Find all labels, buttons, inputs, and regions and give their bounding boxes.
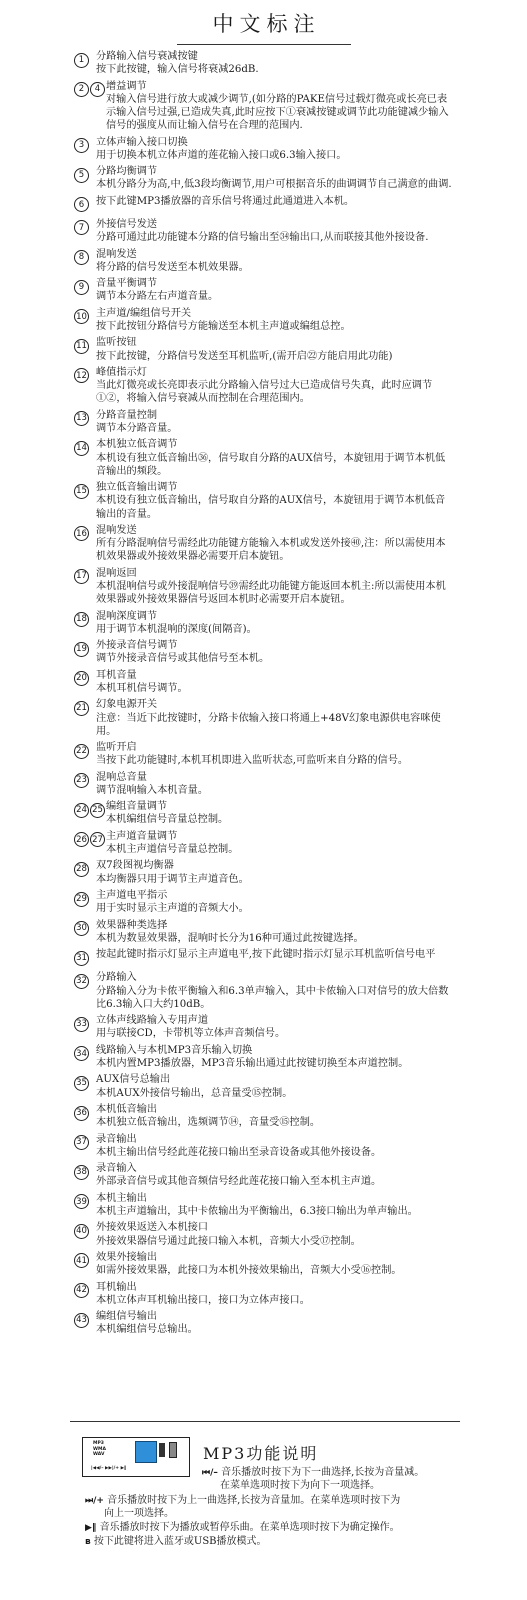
circled-number-icon: 13 <box>74 411 89 426</box>
item-text <box>96 1014 454 1040</box>
mp3-button-labels: |◀◀/– ▶▶|/+ ▶‖ <box>91 1466 127 1471</box>
circled-number-icon: 42 <box>74 1283 89 1298</box>
item-number <box>74 639 96 659</box>
item-text <box>96 136 454 162</box>
circled-number-icon: 39 <box>74 1194 89 1209</box>
item-text <box>96 1044 454 1070</box>
annotation-list <box>74 50 454 1340</box>
item-description: 本机分路分为高,中,低3段均衡调节,用户可根据音乐的曲调调节自己满意的曲调. <box>96 179 452 191</box>
item-number <box>74 336 96 356</box>
item-text <box>96 1103 454 1129</box>
item-text <box>96 889 454 915</box>
item-description: 当按下此功能键时,本机耳机即进入监听状态,可监听来自分路的信号。 <box>96 755 409 767</box>
annotation-item <box>74 919 454 945</box>
circled-number-icon: 38 <box>74 1165 89 1180</box>
item-heading: 监听按钮 <box>96 337 137 349</box>
item-heading: 效果器种类选择 <box>96 919 168 931</box>
circled-number-icon: 40 <box>74 1224 89 1239</box>
item-text <box>106 80 454 133</box>
circled-number-icon: 33 <box>74 1017 89 1032</box>
item-description: 本机独立低音输出，选频调节⑭，音量受⑮控制。 <box>96 1117 321 1129</box>
mp3-instruction-line <box>202 1466 424 1480</box>
item-description: 所有分路混响信号需经此功能键方能输入本机或发送外接㊵,注：所以需使用本机效果器或外接效果器必需要开启本旋钮。 <box>96 538 446 563</box>
annotation-item <box>74 610 454 636</box>
annotation-item <box>74 889 454 915</box>
circled-number-icon: 15 <box>74 484 89 499</box>
item-description: 本机混响信号或外接混响信号㊴需经此功能键方能返回本机主:所以需使用本机效果器或外接效果器信号返回本机时必需要开启本旋钮。 <box>96 580 446 606</box>
item-heading: 幻象电源开关 <box>96 699 158 711</box>
item-number <box>74 1310 96 1330</box>
item-text <box>96 336 454 362</box>
item-heading: 分路输入 <box>96 972 137 984</box>
item-heading: 分路输入信号衰减按键 <box>96 51 198 62</box>
item-heading: 外接信号发送 <box>96 218 158 230</box>
annotation-item <box>74 669 454 695</box>
item-number <box>74 50 96 70</box>
item-text <box>96 639 454 665</box>
annotation-item <box>74 1044 454 1070</box>
item-heading: 增益调节 <box>106 80 147 92</box>
circled-number-icon: 1 <box>74 53 89 68</box>
circled-number-icon: 23 <box>74 773 89 788</box>
item-text <box>96 610 454 636</box>
item-description: 用于调节本机混响的深度(间隔音)。 <box>96 623 257 635</box>
item-text <box>96 1133 454 1159</box>
item-number <box>74 1162 96 1182</box>
format-label: WMA <box>93 1446 106 1452</box>
item-description: 本机设有独立低音输出，信号取自分路的AUX信号，本旋钮用于调节本机低音输出的音量。 <box>96 495 446 520</box>
circled-number-icon: 28 <box>74 862 89 877</box>
circled-number-icon: 17 <box>74 569 89 584</box>
circled-number-icon: 14 <box>74 441 89 456</box>
mp3-instruction-line <box>85 1494 400 1508</box>
item-description: 分路可通过此功能键本分路的信号输出至㉞输出口,从而联接其他外接设备. <box>96 232 429 244</box>
annotation-item <box>74 277 454 303</box>
item-description: 按下此按键，分路信号发送至耳机监听,(需开启㉒方能启用此功能) <box>96 350 393 362</box>
annotation-item <box>74 1073 454 1099</box>
annotation-item <box>74 165 454 191</box>
circled-number-icon: 32 <box>74 974 89 989</box>
item-heading: 本机主输出 <box>96 1192 147 1204</box>
item-description: 对输入信号进行放大或减少调节,(如分路的PAKE信号过载灯微亮或长亮已表示输入信号过强,已造成失真,此时应按下①衰减按键或调节此功能键减少输入信号的强度从而让输入信号在合理的范围内. <box>106 93 449 132</box>
item-text <box>96 1281 454 1307</box>
item-description: 调节本分路左右声道音量。 <box>96 291 219 303</box>
item-number <box>74 1251 96 1271</box>
item-heading: 录音输出 <box>96 1133 137 1145</box>
item-description: 用于实时显示主声道的音频大小。 <box>96 903 249 915</box>
item-description: 本机AUX外接信号输出，总音量受⑮控制。 <box>96 1087 293 1099</box>
item-description: 本机为数显效果器，混响时长分为16种可通过此按键选择。 <box>96 932 364 944</box>
item-number <box>74 277 96 297</box>
circled-number-icon: 9 <box>74 280 89 295</box>
control-symbol-icon: ▶‖ <box>85 1523 97 1533</box>
annotation-item <box>74 567 454 607</box>
sd-card-slot-icon <box>169 1442 177 1458</box>
item-number <box>74 409 96 429</box>
item-description: 本均衡器只用于调节主声道音色。 <box>96 873 249 885</box>
item-text <box>96 248 454 274</box>
annotation-item <box>74 409 454 435</box>
circled-number-icon: 2 <box>74 82 89 97</box>
control-symbol-icon: ⏭/+ <box>85 1496 104 1506</box>
item-description: 本机设有独立低音输出㊱，信号取自分路的AUX信号，本旋钮用于调节本机低音输出的频段。 <box>96 452 446 477</box>
item-heading: 编组信号输出 <box>96 1311 158 1323</box>
circled-number-icon: 41 <box>74 1253 89 1268</box>
mp3-player-illustration <box>82 1437 190 1477</box>
circled-number-icon: 22 <box>74 744 89 759</box>
item-description: 本机耳机信号调节。 <box>96 682 188 694</box>
item-text <box>96 165 454 191</box>
item-text <box>96 366 454 406</box>
mp3-instruction-line <box>85 1535 267 1549</box>
annotation-item <box>74 218 454 244</box>
circled-number-icon: 31 <box>74 951 89 966</box>
item-description: 本机编组信号总输出。 <box>96 1324 198 1336</box>
circled-number-icon: 29 <box>74 892 89 907</box>
item-heading: 外接效果返送入本机接口 <box>96 1222 209 1234</box>
item-number <box>74 889 96 909</box>
item-description: 本机编组信号音量总控制。 <box>106 814 229 826</box>
format-label: MP3 <box>93 1441 104 1446</box>
item-heading: 混响深度调节 <box>96 610 158 622</box>
annotation-item <box>74 195 454 215</box>
item-text <box>106 830 454 856</box>
annotation-item <box>74 971 454 1011</box>
item-number <box>74 1073 96 1093</box>
annotation-item <box>74 248 454 274</box>
mp3-instruction-text: 音乐播放时按下为下一曲选择,长按为音量减。 <box>221 1467 425 1478</box>
annotation-item <box>74 524 454 564</box>
item-description: 将分路的信号发送至本机效果器。 <box>96 261 249 273</box>
item-description: 本机主输出信号经此莲花接口输出至录音设备或其他外接设备。 <box>96 1146 382 1158</box>
item-number <box>74 800 106 820</box>
item-number <box>74 1281 96 1301</box>
control-symbol-icon: ʙ <box>85 1537 91 1547</box>
page-title: 中文标注 <box>177 2 351 45</box>
circled-number-icon: 11 <box>74 339 89 354</box>
circled-number-icon: 37 <box>74 1135 89 1150</box>
item-number <box>74 366 96 386</box>
item-heading: 分路音量控制 <box>96 409 158 421</box>
annotation-item <box>74 800 454 826</box>
item-text <box>96 567 454 607</box>
item-heading: 耳机音量 <box>96 669 137 681</box>
item-number <box>74 830 106 850</box>
annotation-item <box>74 1162 454 1188</box>
annotation-item <box>74 1192 454 1218</box>
item-number <box>74 1221 96 1241</box>
annotation-item <box>74 698 454 738</box>
mp3-instruction-text: 按下此键将进入蓝牙或USB播放模式。 <box>93 1536 267 1547</box>
item-heading: 录音输入 <box>96 1163 137 1175</box>
item-heading: 混响总音量 <box>96 771 147 783</box>
item-number <box>74 136 96 156</box>
item-number <box>74 1133 96 1153</box>
item-heading: 编组音量调节 <box>106 801 168 813</box>
item-heading: 主声道电平指示 <box>96 890 168 902</box>
item-text <box>96 481 454 521</box>
annotation-item <box>74 481 454 521</box>
item-number <box>74 859 96 879</box>
item-number <box>74 919 96 939</box>
item-number <box>74 741 96 761</box>
item-text <box>96 1162 454 1188</box>
item-description: 本机主声道信号音量总控制。 <box>106 844 239 856</box>
circled-number-icon: 25 <box>90 803 105 818</box>
circled-number-icon: 6 <box>74 197 89 212</box>
item-number <box>74 438 96 458</box>
item-number <box>74 195 96 215</box>
annotation-item <box>74 741 454 767</box>
item-text <box>96 409 454 435</box>
item-text <box>96 195 454 208</box>
item-number <box>74 948 96 968</box>
item-number <box>74 1014 96 1034</box>
circled-number-icon: 20 <box>74 671 89 686</box>
item-heading: 本机低音输出 <box>96 1104 158 1116</box>
item-heading: 按起此键时指示灯显示主声道电平,按下此键时指示灯显示耳机监听信号电平 <box>96 949 436 961</box>
item-text <box>96 698 454 738</box>
circled-number-icon: 35 <box>74 1076 89 1091</box>
circled-number-icon: 27 <box>90 832 105 847</box>
circled-number-icon: 10 <box>74 309 89 324</box>
mp3-display-screen <box>135 1441 157 1463</box>
circled-number-icon: 12 <box>74 368 89 383</box>
circled-number-icon: 19 <box>74 642 89 657</box>
item-description: 如需外接效果器，此接口为本机外接效果输出，音频大小受⑯控制。 <box>96 1265 402 1277</box>
item-number <box>74 610 96 630</box>
circled-number-icon: 18 <box>74 612 89 627</box>
item-description: 外部录音信号或其他音频信号经此莲花接口输入至本机主声道。 <box>96 1176 382 1188</box>
item-number <box>74 971 96 991</box>
item-number <box>74 567 96 587</box>
item-text <box>96 669 454 695</box>
mp3-instruction-text: 音乐播放时按下为播放或暂停乐曲。在菜单选项时按下为确定操作。 <box>99 1522 400 1533</box>
item-heading: 线路输入与本机MP3音乐输入切换 <box>96 1044 253 1056</box>
item-heading: AUX信号总输出 <box>96 1074 171 1086</box>
item-text <box>96 948 454 961</box>
circled-number-icon: 16 <box>74 526 89 541</box>
mp3-instruction-text: 在菜单选项时按下为向下一项选择。 <box>220 1480 380 1491</box>
item-text <box>96 919 454 945</box>
item-description: 按下此按键，输入信号将衰减26dB. <box>96 64 259 76</box>
annotation-item <box>74 1310 454 1336</box>
circled-number-icon: 21 <box>74 701 89 716</box>
item-description: 本机主声道输出，其中卡侬输出为平衡输出，6.3接口输出为单声输出。 <box>96 1206 418 1217</box>
annotation-item <box>74 1014 454 1040</box>
item-number <box>74 1192 96 1212</box>
annotation-item <box>74 948 454 968</box>
circled-number-icon: 7 <box>74 220 89 235</box>
item-heading: 监听开启 <box>96 742 137 754</box>
item-description: 本机立体声耳机输出接口，接口为立体声接口。 <box>96 1294 310 1306</box>
item-text <box>96 218 454 244</box>
item-heading: 分路均衡调节 <box>96 166 158 178</box>
item-text <box>96 971 454 1011</box>
item-heading: 本机独立低音调节 <box>96 439 178 451</box>
circled-number-icon: 34 <box>74 1046 89 1061</box>
item-heading: 外接录音信号调节 <box>96 640 178 652</box>
item-description: 外接效果器信号通过此接口输入本机，音频大小受⑰控制。 <box>96 1235 361 1247</box>
item-number <box>74 248 96 268</box>
item-number <box>74 669 96 689</box>
item-number <box>74 307 96 327</box>
item-heading: 主声道/编组信号开关 <box>96 307 192 319</box>
item-number <box>74 771 96 791</box>
item-heading: 立体声输入接口切换 <box>96 136 188 148</box>
item-number <box>74 1044 96 1064</box>
item-description: 按下此按钮分路信号方能输送至本机主声道或编组总控。 <box>96 320 351 332</box>
item-text <box>96 771 454 797</box>
mp3-format-labels <box>93 1441 106 1458</box>
item-text <box>96 438 454 478</box>
annotation-item <box>74 50 454 76</box>
circled-number-icon: 26 <box>74 832 89 847</box>
annotation-item <box>74 438 454 478</box>
circled-number-icon: 8 <box>74 250 89 265</box>
item-heading: 混响发送 <box>96 248 137 260</box>
item-text <box>96 1251 454 1277</box>
annotation-item <box>74 1103 454 1129</box>
item-number <box>74 165 96 185</box>
item-description: 用与联接CD，卡带机等立体声音频信号。 <box>96 1028 286 1040</box>
item-description: 用于切换本机立体声道的莲花输入接口或6.3输入接口。 <box>96 149 347 161</box>
item-number <box>74 481 96 501</box>
item-description: 调节外接录音信号或其他信号至本机。 <box>96 653 270 665</box>
item-text <box>96 1073 454 1099</box>
annotation-item <box>74 1221 454 1247</box>
annotation-item <box>74 136 454 162</box>
circled-number-icon: 43 <box>74 1313 89 1328</box>
item-number <box>74 218 96 238</box>
mp3-instruction-text: 音乐播放时按下为上一曲选择,长按为音量加。在菜单选项时按下为 <box>107 1495 401 1506</box>
item-text <box>96 307 454 333</box>
item-heading: 立体声线路输入专用声道 <box>96 1015 209 1027</box>
circled-number-icon: 36 <box>74 1106 89 1121</box>
mp3-instruction-line <box>220 1479 380 1492</box>
circled-number-icon: 3 <box>74 138 89 153</box>
control-symbol-icon: ⏮/– <box>202 1468 218 1478</box>
item-text <box>96 741 454 767</box>
circled-number-icon: 5 <box>74 168 89 183</box>
item-heading: 独立低音输出调节 <box>96 482 178 494</box>
annotation-item <box>74 859 454 885</box>
item-number <box>74 1103 96 1123</box>
annotation-item <box>74 366 454 406</box>
annotation-item <box>74 771 454 797</box>
item-number <box>74 698 96 718</box>
item-heading: 按下此键MP3播放器的音乐信号将通过此通道进入本机。 <box>96 195 355 207</box>
item-heading: 混响发送 <box>96 524 137 536</box>
page-header <box>0 0 527 38</box>
annotation-item <box>74 639 454 665</box>
item-description: 当此灯微亮或长亮即表示此分路输入信号过大已造成信号失真，此时应调节①②，将输入信号衰减从而控制在合理范围内。 <box>96 380 433 405</box>
circled-number-icon: 24 <box>74 803 89 818</box>
item-text <box>96 50 454 76</box>
mp3-instruction-line <box>85 1521 400 1535</box>
item-text <box>96 277 454 303</box>
item-number <box>74 80 106 100</box>
item-text <box>96 524 454 564</box>
section-divider <box>70 1421 460 1422</box>
item-text <box>96 1310 454 1336</box>
item-heading: 音量平衡调节 <box>96 278 158 290</box>
item-heading: 双7段图视均衡器 <box>96 860 174 872</box>
item-heading: 主声道音量调节 <box>106 830 178 842</box>
annotation-item <box>74 1281 454 1307</box>
item-heading: 效果外接输出 <box>96 1251 158 1263</box>
item-text <box>96 1221 454 1247</box>
mp3-instruction-line <box>104 1507 174 1520</box>
annotation-item <box>74 1133 454 1159</box>
item-description: 分路输入分为卡侬平衡输入和6.3单声输入，其中卡侬输入口对信号的放大倍数比6.3输入口大约10dB。 <box>96 985 449 1010</box>
item-heading: 峰值指示灯 <box>96 366 147 378</box>
circled-number-icon: 4 <box>90 82 105 97</box>
item-text <box>96 1192 454 1218</box>
circled-number-icon: 30 <box>74 921 89 936</box>
mp3-section-title: MP3功能说明 <box>203 1444 319 1463</box>
item-description: 调节混响输入本机音量。 <box>96 784 209 796</box>
annotation-item <box>74 336 454 362</box>
item-heading: 耳机输出 <box>96 1281 137 1293</box>
annotation-item <box>74 307 454 333</box>
item-description: 调节本分路音量。 <box>96 422 178 434</box>
annotation-item <box>74 830 454 856</box>
item-text <box>106 800 454 826</box>
annotation-item <box>74 1251 454 1277</box>
usb-slot-icon <box>159 1443 165 1457</box>
mp3-instruction-text: 向上一项选择。 <box>104 1508 174 1519</box>
format-label: WAV <box>93 1452 105 1457</box>
item-number <box>74 524 96 544</box>
item-description: 本机内置MP3播放器，MP3音乐输出通过此按键切换至本声道控制。 <box>96 1058 409 1070</box>
annotation-item <box>74 80 454 133</box>
item-heading: 混响返回 <box>96 567 137 579</box>
item-text <box>96 859 454 885</box>
item-description: 注意：当近下此按键时，分路卡依输入接口将通上+48V幻象电源供电容咪使用。 <box>96 712 441 737</box>
